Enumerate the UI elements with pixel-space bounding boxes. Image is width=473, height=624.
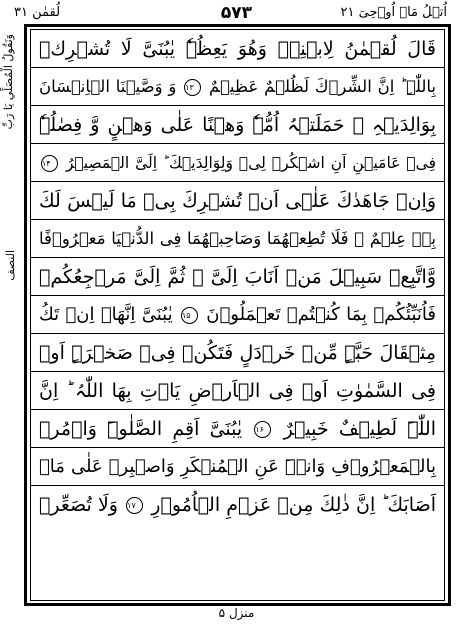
manzil-label: منزل ۵ xyxy=(218,606,255,620)
verse-text: مِثۡقَالَ حَبَّۃٍ مِّنۡ خَرۡدَلٍ فَتَکُنۡ فِیۡ صَخۡرَۃٍ اَوۡ xyxy=(39,342,436,364)
text-line xyxy=(31,30,444,68)
text-line xyxy=(31,334,444,372)
text-line xyxy=(31,372,444,410)
verse-text-continued: وَلَا تُصَعِّرۡ xyxy=(39,494,118,516)
verse-text: قَالَ لُقۡمٰنُ لِابۡنِہٖ وَھُوَ یَعِظُہٗ یٰبُنَیَّ لَا تُشۡرِكۡ xyxy=(39,38,436,60)
text-line xyxy=(31,220,444,258)
verse-text: بِوَالِدَیۡہِ ۚ حَمَلَتۡہُ اُمُّہٗ وَھۡنًا عَلٰی وَھۡنٍ وَّ فِصٰلُہٗ xyxy=(39,114,436,136)
ayah-number-marker: ۱۶ xyxy=(254,421,271,438)
verse-text: فَاُنَبِّئُکُمۡ بِمَا کُنۡتُمۡ تَعۡمَلُوۡنَ xyxy=(206,304,437,325)
text-line xyxy=(31,448,444,486)
page-header xyxy=(0,2,473,24)
margin-note: وَنَقُولُ الْمُصَلِّي يَا رَبِّ xyxy=(2,34,15,130)
verse-text: بِاللّٰہِ ؕ اِنَّ الشِّرۡكَ لَظُلۡمٌ عَظِیۡمٌ xyxy=(209,77,436,96)
ayah-number-marker: ۱۷ xyxy=(126,497,143,514)
verse-text-continued: یٰبُنَیَّ اَقِمِ الصَّلٰوۃَ وَاۡمُرۡ xyxy=(39,418,243,440)
verse-text: بِالۡمَعۡرُوۡفِ وَانۡہَ عَنِ الۡمُنۡکَرِ وَاصۡبِرۡ عَلٰی مَاۤ xyxy=(39,456,436,477)
ayah-number-marker: ۱۵ xyxy=(181,307,198,324)
ayah-number-marker: ۱۳ xyxy=(184,79,201,96)
text-line xyxy=(31,182,444,220)
juz-name: اُتۡلُ مَاۤ اُوۡحِیَ ۲۱ xyxy=(340,5,447,20)
page-number: ۵۷۳ xyxy=(220,3,253,23)
verse-text: وَاِنۡ جَاھَدٰكَ عَلٰۤی اَنۡ تُشۡرِكَ بِیۡ مَا لَیۡسَ لَكَ xyxy=(39,190,436,212)
verse-text: بِہٖ عِلۡمٌ ۙ فَلَا تُطِعۡھُمَا وَصَاحِبۡھُمَا فِی الدُّنۡیَا مَعۡرُوۡفًا xyxy=(39,229,436,248)
text-lines xyxy=(31,30,444,600)
text-line xyxy=(31,486,444,524)
verse-text: اَصَابَكَ ؕ اِنَّ ذٰلِكَ مِنۡ عَزۡمِ الۡاُمُوۡرِ xyxy=(151,494,437,516)
verse-text: فِیۡ عَامَیۡنِ اَنِ اشۡکُرۡ لِیۡ وَلِوَالِدَیۡكَ ؕ اِلَیَّ الۡمَصِیۡرُ xyxy=(65,154,436,172)
text-line xyxy=(31,106,444,144)
text-line xyxy=(31,68,444,106)
surah-name: لُقمٰن ۳۱ xyxy=(14,5,61,20)
verse-text: اللّٰہَ لَطِیۡفٌ خَبِیۡرٌ xyxy=(283,418,436,440)
ayah-number-marker: ۱۴ xyxy=(41,155,58,172)
verse-text: فِی السَّمٰوٰتِ اَوۡ فِی الۡاَرۡضِ یَاۡتِ بِھَا اللّٰہُ ؕ اِنَّ xyxy=(39,380,436,402)
ruku-marker: النصف xyxy=(4,250,17,281)
text-line xyxy=(31,410,444,448)
text-line xyxy=(31,144,444,182)
text-line xyxy=(31,296,444,334)
verse-text-continued: یٰبُنَیَّ اِنَّھَاۤ اِنۡ تَكُ xyxy=(39,304,173,325)
verse-text: وَّاتَّبِعۡ سَبِیۡلَ مَنۡ اَنَابَ اِلَیَّ ۚ ثُمَّ اِلَیَّ مَرۡجِعُکُمۡ xyxy=(39,266,436,288)
text-line xyxy=(31,258,444,296)
verse-text-continued: وَ وَصَّیۡنَا الۡاِنۡسَانَ xyxy=(39,77,177,96)
